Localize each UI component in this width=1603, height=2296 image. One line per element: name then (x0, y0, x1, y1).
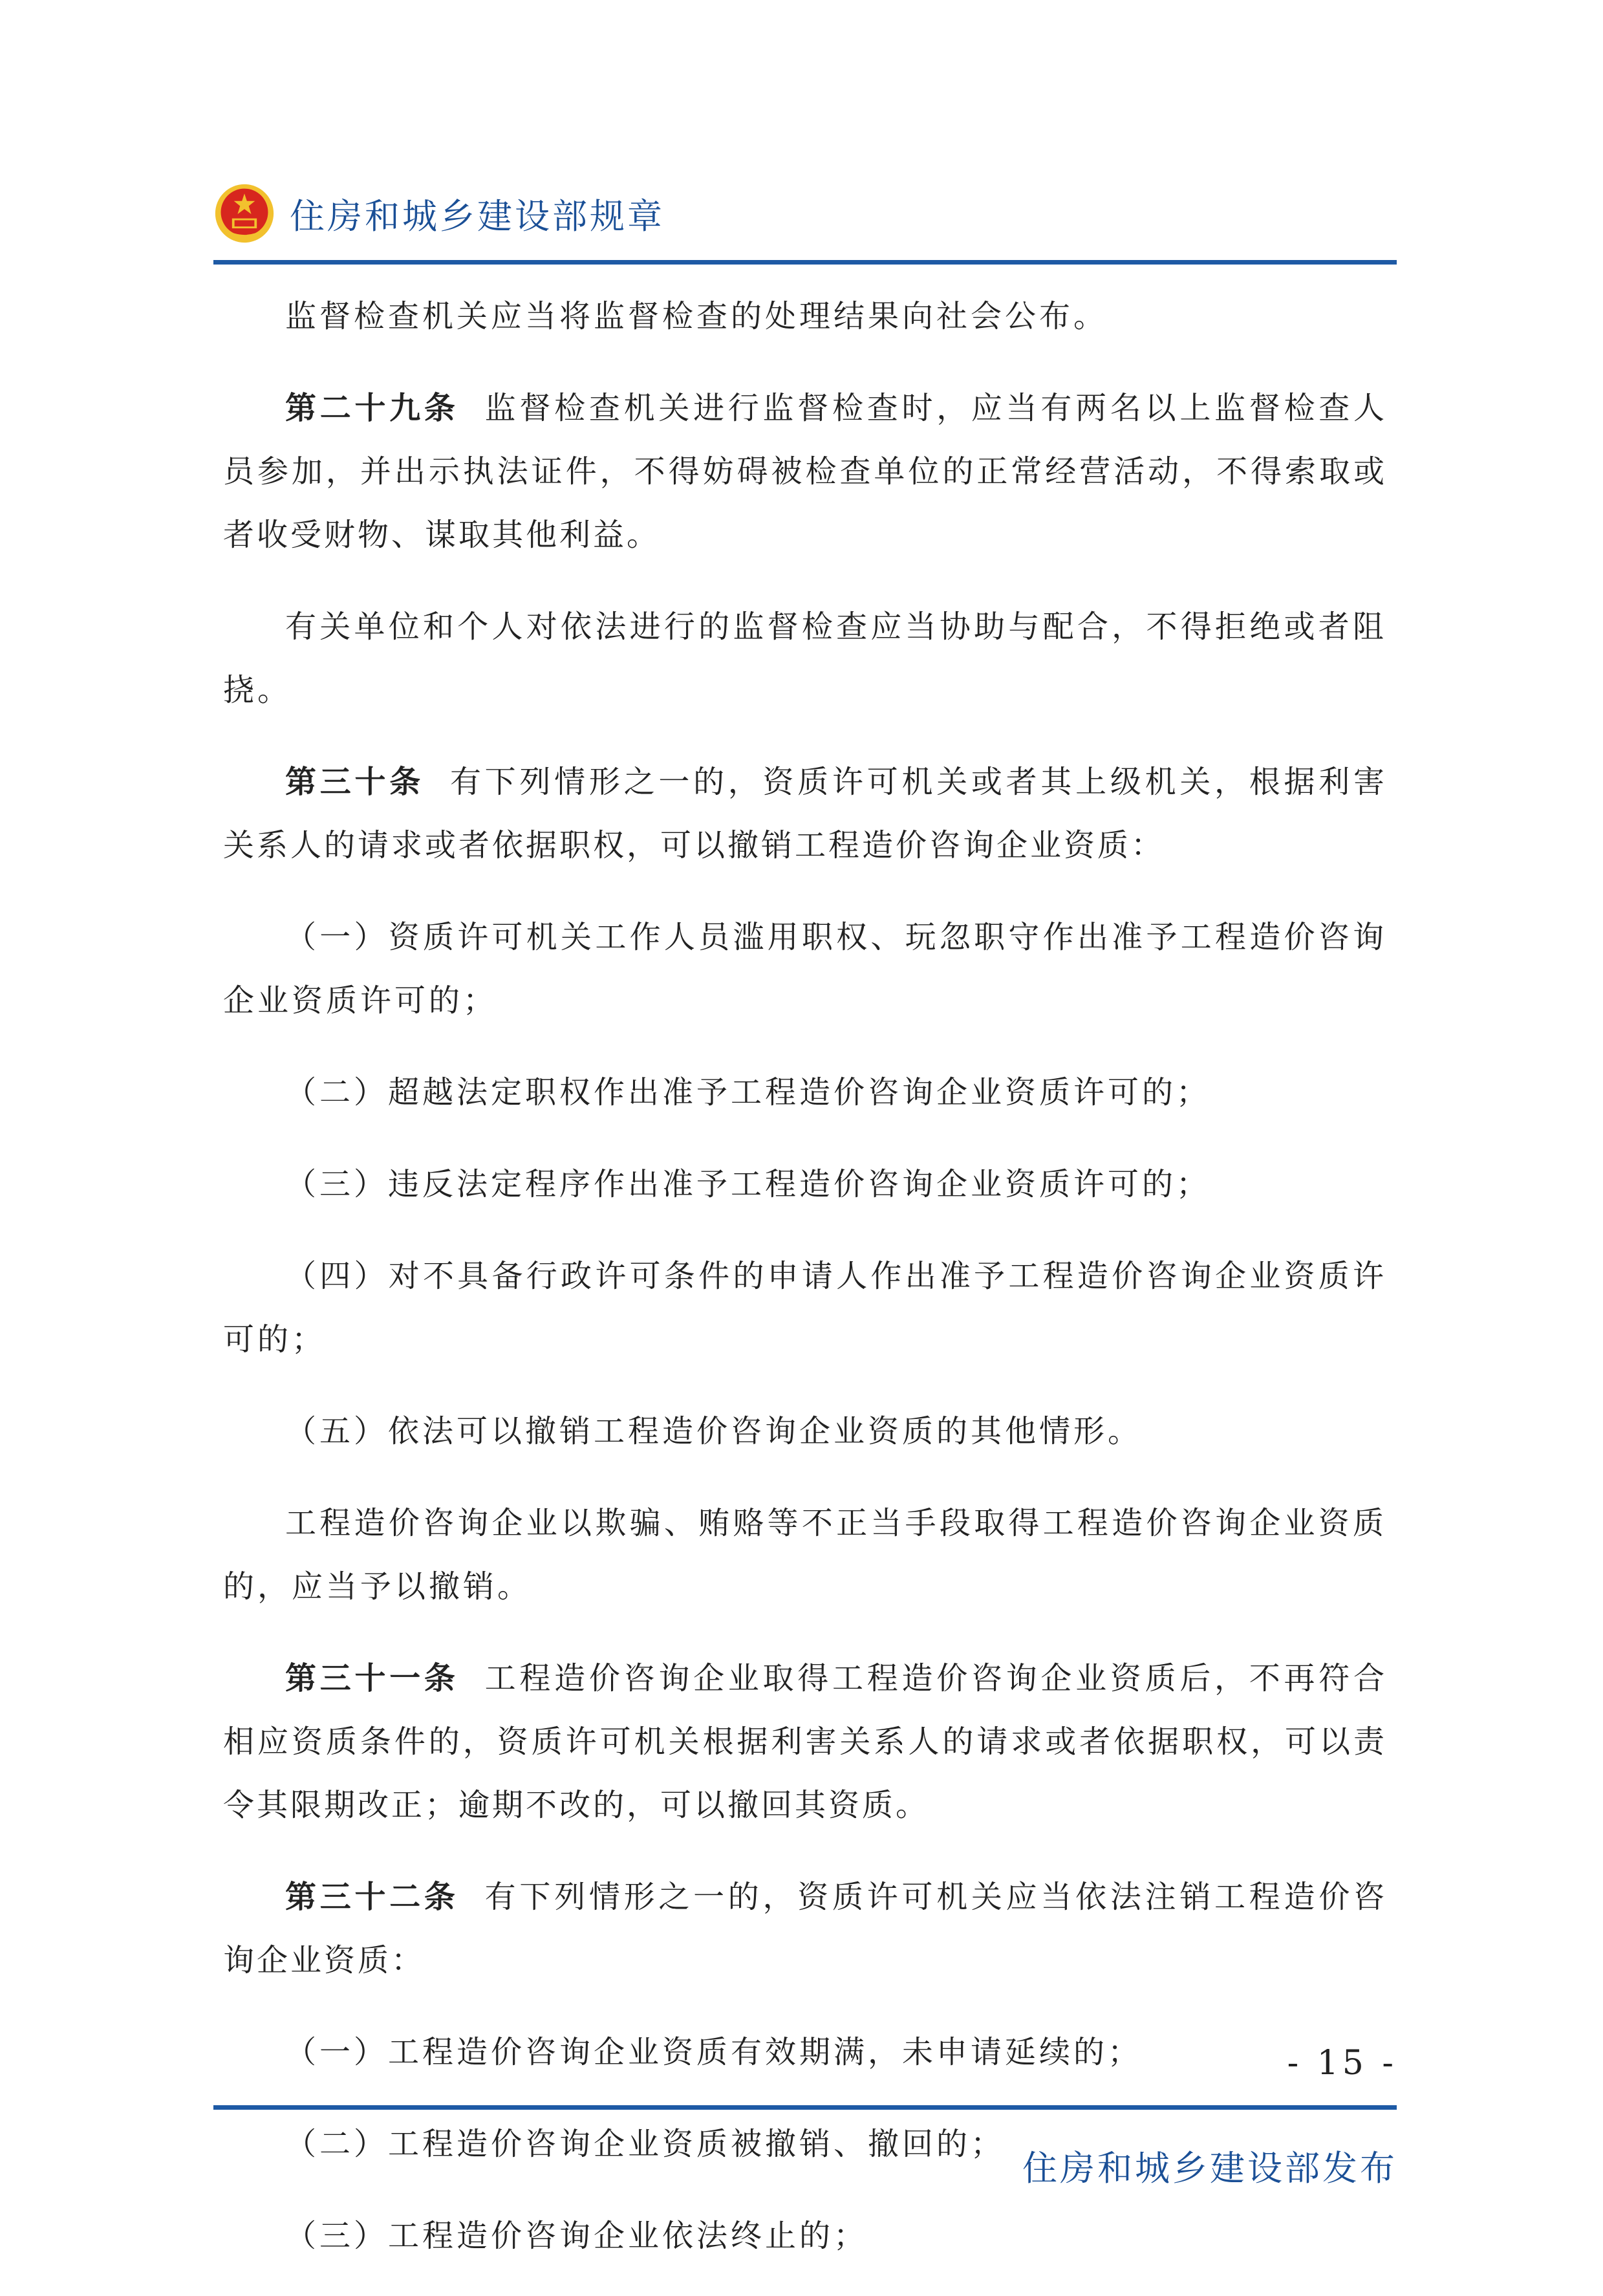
paragraph-text: 有关单位和个人对依法进行的监督检查应当协助与配合，不得拒绝或者阻挠。 (223, 609, 1387, 708)
paragraph-text: （一）资质许可机关工作人员滥用职权、玩忽职守作出准予工程造价咨询企业资质许可的； (223, 919, 1387, 1019)
paragraph-text: 工程造价咨询企业取得工程造价咨询企业资质后，不再符合相应资质条件的，资质许可机关根据利害关系人的请求或者依据职权，可以责令其限期改正；逾期不改的，可以撤回其资质。 (223, 1660, 1387, 1823)
article-paragraph (223, 1865, 1387, 1992)
article-label: 第三十一条 (285, 1660, 459, 1696)
paragraph-text: 有下列情形之一的，资质许可机关或者其上级机关，根据利害关系人的请求或者依据职权，可以撤销工程造价咨询企业资质： (223, 764, 1387, 863)
paragraph-text: （三）工程造价咨询企业依法终止的； (285, 2218, 868, 2254)
body-paragraph (223, 595, 1387, 722)
body-paragraph (223, 905, 1387, 1032)
paragraph-text: 有下列情形之一的，资质许可机关应当依法注销工程造价咨询企业资质： (223, 1879, 1387, 1978)
article-label: 第三十条 (285, 764, 424, 800)
header-title: 住房和城乡建设部规章 (290, 195, 665, 237)
body-paragraph (223, 1400, 1387, 1463)
footer-rule (213, 2105, 1397, 2110)
article-label: 第三十二条 (285, 1879, 459, 1915)
body-paragraph (223, 2020, 1387, 2084)
page-header (213, 175, 665, 252)
paragraph-text: （五）依法可以撤销工程造价咨询企业资质的其他情形。 (285, 1413, 1143, 1449)
body-paragraph (223, 1244, 1387, 1371)
body-paragraph (223, 1491, 1387, 1618)
paragraph-text: 工程造价咨询企业以欺骗、贿赂等不正当手段取得工程造价咨询企业资质的，应当予以撤销。 (223, 1505, 1387, 1605)
paragraph-text: 监督检查机关应当将监督检查的处理结果向社会公布。 (285, 298, 1108, 334)
paragraph-text: （二）超越法定职权作出准予工程造价咨询企业资质许可的； (285, 1074, 1211, 1110)
article-paragraph (223, 1647, 1387, 1837)
article-paragraph (223, 750, 1387, 877)
national-emblem-icon (213, 182, 275, 244)
document-body (223, 285, 1387, 2296)
paragraph-text: 监督检查机关进行监督检查时，应当有两名以上监督检查人员参加，并出示执法证件，不得妨碍被检查单位的正常经营活动，不得索取或者收受财物、谋取其他利益。 (223, 390, 1387, 553)
article-paragraph (223, 376, 1387, 567)
paragraph-text: （二）工程造价咨询企业资质被撤销、撤回的； (285, 2126, 1006, 2162)
paragraph-text: （一）工程造价咨询企业资质有效期满，未申请延续的； (285, 2034, 1143, 2070)
body-paragraph (223, 1061, 1387, 1124)
page-number: - 15 - (1287, 2044, 1397, 2083)
paragraph-text: （四）对不具备行政许可条件的申请人作出准予工程造价咨询企业资质许可的； (223, 1258, 1387, 1358)
footer-publisher: 住房和城乡建设部发布 (1022, 2148, 1397, 2189)
body-paragraph (223, 285, 1387, 348)
body-paragraph (223, 1153, 1387, 1216)
body-paragraph (223, 2204, 1387, 2268)
article-label: 第二十九条 (285, 390, 459, 426)
header-rule (213, 260, 1397, 265)
paragraph-text: （三）违反法定程序作出准予工程造价咨询企业资质许可的； (285, 1166, 1211, 1202)
